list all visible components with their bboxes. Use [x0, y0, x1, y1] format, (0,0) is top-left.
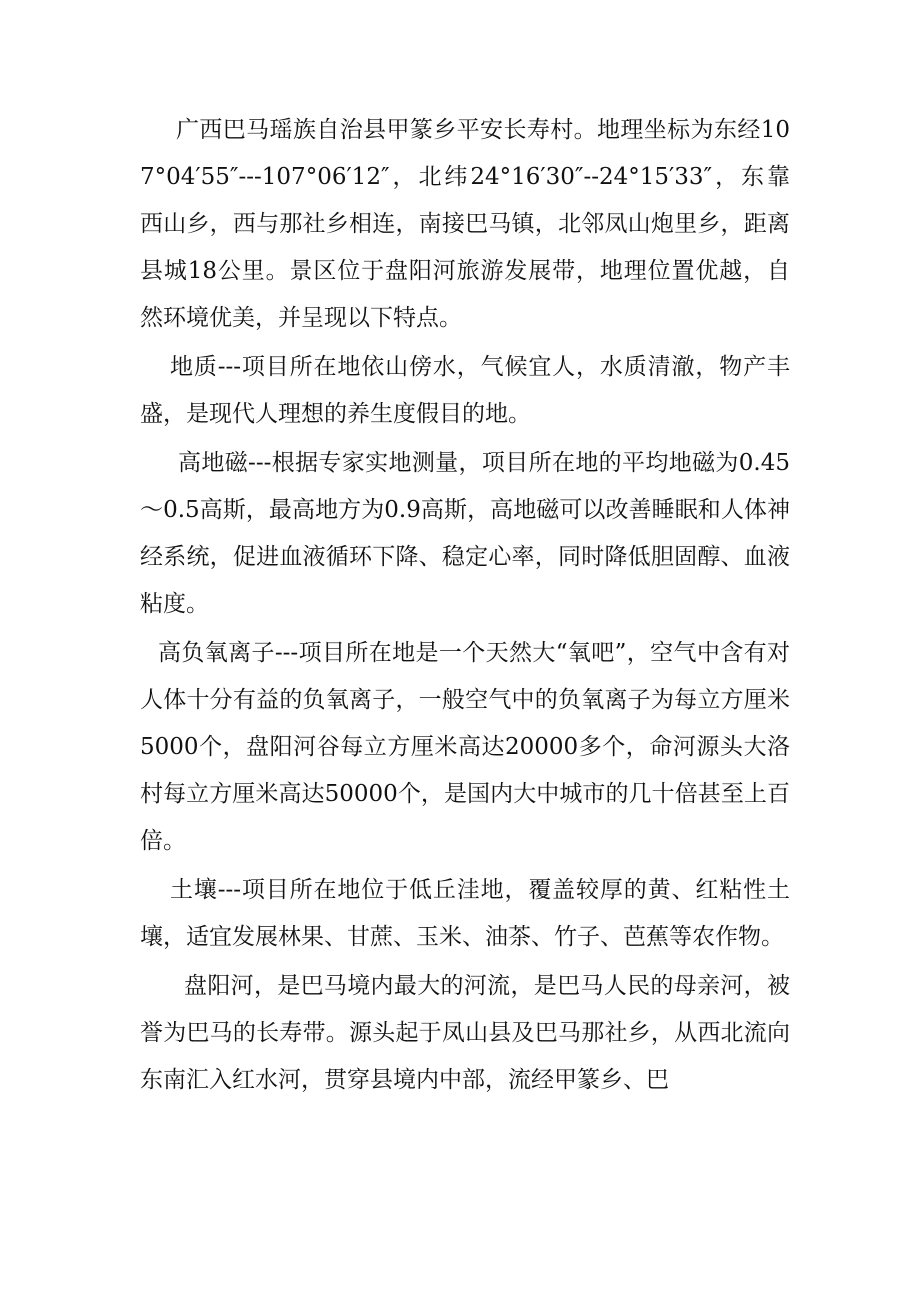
- paragraph-panyang-river: 盘阳河，是巴马境内最大的河流，是巴马人民的母亲河，被誉为巴马的长寿带。源头起于凤山县及巴马那社乡，从西北流向东南汇入红水河，贯穿县境内中部，流经甲篆乡、巴: [140, 973, 790, 1093]
- paragraph-magnetism: 高地磁---根据专家实地测量，项目所在地的平均地磁为0.45～0.5高斯，最高地方为0.9高斯，高地磁可以改善睡眠和人体神经系统，促进血液循环下降、稳定心率，同时降低胆固醇、血液粘度。: [140, 450, 790, 617]
- body-text: [140, 107, 790, 1104]
- paragraph-geology: 地质---项目所在地依山傍水，气候宜人，水质清澈，物产丰盛，是现代人理想的养生度假目的地。: [140, 354, 790, 427]
- paragraph-negative-ions: 高负氧离子---项目所在地是一个天然大“氧吧”，空气中含有对人体十分有益的负氧离子，一般空气中的负氧离子为每立方厘米5000个，盘阳河谷每立方厘米高达20000多个，命河源头大洛村每立方厘米高达50000个，是国内大中城市的几十倍甚至上百倍。: [140, 640, 790, 854]
- paragraph-location: 广西巴马瑶族自治县甲篆乡平安长寿村。地理坐标为东经107°04′55″---107°06′12″，北纬24°16′30″--24°15′33″，东靠西山乡，西与那社乡相连，南接巴马镇，北邻凤山炮里乡，距离县城18公里。景区位于盘阳河旅游发展带，地理位置优越，自然环境优美，并呈现以下特点。: [140, 117, 790, 331]
- paragraph-soil: 土壤---项目所在地位于低丘洼地，覆盖较厚的黄、红粘性土壤，适宜发展林果、甘蔗、玉米、油茶、竹子、芭蕉等农作物。: [140, 877, 790, 950]
